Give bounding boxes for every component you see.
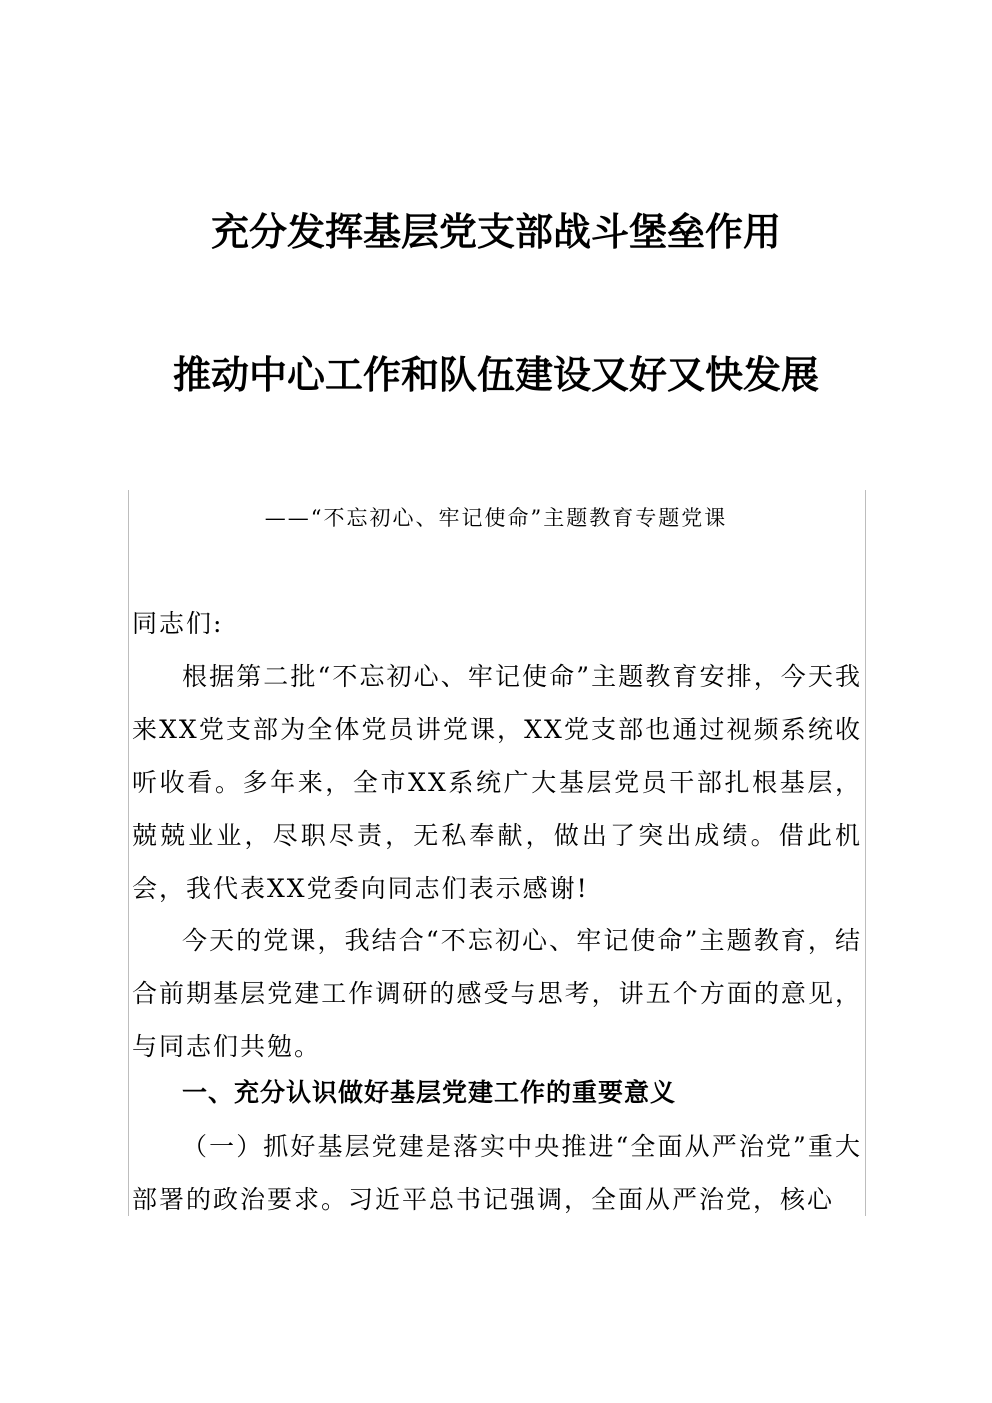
document-subtitle: ——“不忘初心、牢记使命”主题教育专题党课: [264, 506, 728, 530]
paragraph-1: [132, 650, 862, 915]
section-heading-1-text: 一、充分认识做好基层党建工作的重要意义: [182, 1078, 677, 1107]
paragraph-2: [132, 914, 862, 1073]
document-title-line-1: 充分发挥基层党支部战斗堡垒作用: [210, 210, 781, 254]
paragraph-2-text: 今天的党课，我结合“不忘初心、牢记使命”主题教育，结合前期基层党建工作调研的感受与思考，讲五个方面的意见，与同志们共勉。: [132, 926, 862, 1061]
salutation: [132, 597, 862, 650]
document-title-line-2: 推动中心工作和队伍建设又好又快发展: [172, 353, 819, 397]
paragraph-3: [132, 1120, 862, 1226]
paragraph-3-text: （一）抓好基层党建是落实中央推进“全面从严治党”重大部署的政治要求。习近平总书记强调，全面从严治党，核心: [132, 1132, 862, 1214]
salutation-text: 同志们:: [132, 609, 224, 638]
section-heading-1: [132, 1066, 862, 1119]
paragraph-1-text: 根据第二批“不忘初心、牢记使命”主题教育安排，今天我来XX党支部为全体党员讲党课，XX党支部也通过视频系统收听收看。多年来，全市XX系统广大基层党员干部扎根基层，兢兢业业，尽职尽责，无私奉献，做出了突出成绩。借此机会，我代表XX党委向同志们表示感谢!: [132, 662, 862, 903]
